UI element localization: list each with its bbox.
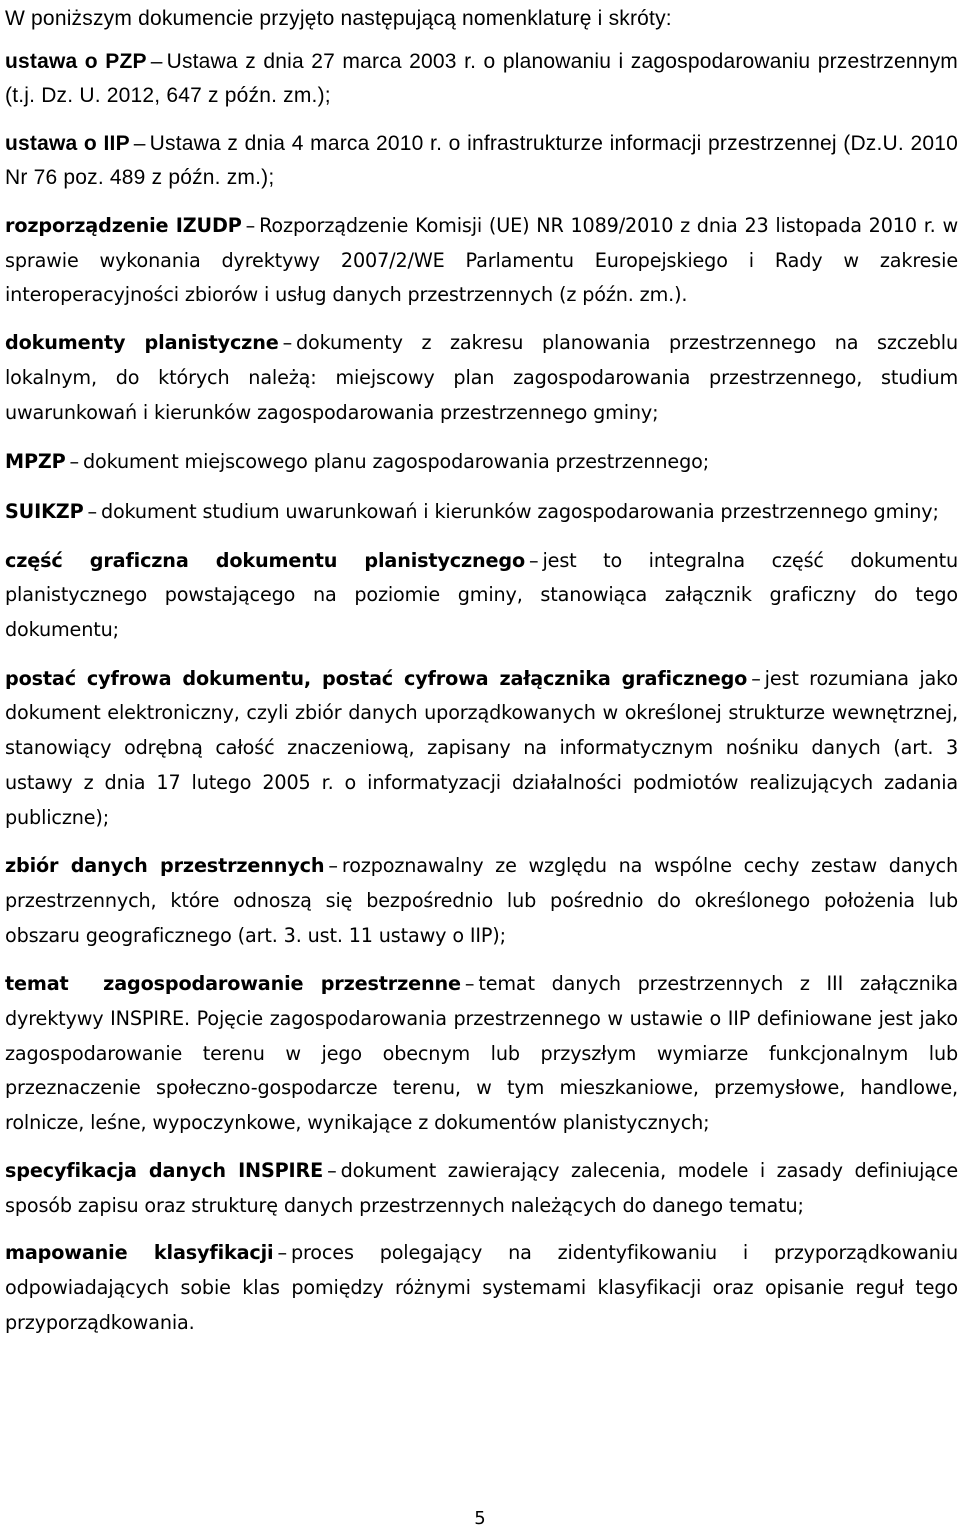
definition-text: dokument studium uwarunkowań i kierunków zagospodarowania przestrzennego gminy; [100,499,939,523]
definition-ustawa-pzp [5,45,958,113]
definition-text: Ustawa z dnia 4 marca 2010 r. o infrastrukturze informacji przestrzennej (Dz.U. 2010 Nr 76 poz. 489 z późn. zm.); [5,132,958,189]
definition-text: dokument zawierający zalecenia, modele i zasady definiujące sposób zapisu oraz strukturę danych przestrzennych należących do danego tematu; [5,1158,958,1217]
definition-term: MPZP [5,450,66,474]
definition-term: postać cyfrowa dokumentu, postać cyfrowa załącznika graficznego [5,666,748,690]
definition-text: jest rozumiana jako dokument elektroniczny, czyli zbiór danych uporządkowanych w określonej strukturze wewnętrznej, stanowiący odrębną całość znaczeniową, zapisany na informatycznym nośniku danych (art. 3 ustawy z dnia 17 lutego 2005 r. o informatyzacji działalności podmiotów realizujących zadania publiczne); [5,666,958,829]
definition-postac-cyfrowa [5,662,958,836]
definition-text: temat danych przestrzennych z III załącznika dyrektywy INSPIRE. Pojęcie zagospodarowania przestrzennego w ustawie o IIP definiowane jest jako zagospodarowanie terenu w jego obecnym lub przyszłym wymiarze funkcjonalnym lub przeznaczenie społeczno-gospodarcze terenu, w tym mieszkaniowe, przemysłowe, handlowe, rolnicze, leśne, wypoczynkowe, wynikające z dokumentów planistycznych; [5,972,958,1135]
definition-dash: – [529,548,539,572]
definition-text: proces polegający na zidentyfikowaniu i przyporządkowaniu odpowiadających sobie klas pomiędzy różnymi systemami klasyfikacji oraz opisanie reguł tego przyporządkowania. [5,1241,958,1334]
definition-term: SUIKZP [5,499,84,523]
definition-term: dokumenty planistyczne [5,331,279,355]
definition-dash: – [328,854,338,878]
definition-text: rozpoznawalny ze względu na wspólne cechy zestaw danych przestrzennych, które odnoszą się bezpośrednio lub pośrednio do określonego położenia lub obszaru geograficznego (art. 3. ust. 11 ustawy o IIP); [5,854,959,947]
definition-temat-zagospodarowanie [5,967,958,1141]
definition-text: Ustawa z dnia 27 marca 2003 r. o planowaniu i zagospodarowaniu przestrzennym (t.j. Dz. U. 2012, 647 z późn. zm.); [5,50,958,107]
definition-term: część graficzna dokumentu planistycznego [5,548,526,572]
definition-specyfikacja-inspire [5,1154,958,1223]
definition-dash: – [133,132,146,155]
definition-term: zbiór danych przestrzennych [5,854,325,878]
definition-ustawa-iip [5,127,958,195]
intro-paragraph: W poniższym dokumencie przyjęto następującą nomenklaturę i skróty: [5,7,672,30]
definition-dash: – [464,972,475,996]
definition-rozporzadzenie-izudp [5,209,958,313]
definition-suikzp [5,495,958,530]
definition-term: rozporządzenie IZUDP [5,214,242,237]
definition-text: jest to integralna część dokumentu planistycznego powstającego na poziomie gminy, stanowiąca załącznik graficzny do tego dokumentu; [5,548,958,642]
definition-term: ustawa o IIP [5,132,130,155]
definition-dash: – [282,331,293,355]
definition-dash: – [751,666,761,690]
definition-term: temat zagospodarowanie przestrzenne [5,972,461,996]
definition-dash: – [327,1158,337,1182]
definition-mpzp [5,445,958,480]
definition-dash: – [245,214,256,237]
definition-dash: – [87,499,97,523]
definition-text: dokument miejscowego planu zagospodarowania przestrzennego; [83,450,710,474]
definition-mapowanie-klasyfikacji [5,1236,958,1340]
definition-text: dokumenty z zakresu planowania przestrzennego na szczeblu lokalnym, do których należą: miejscowy plan zagospodarowania przestrzennego, studium uwarunkowań i kierunków zagospodarowania przestrzennego gminy; [5,331,958,424]
definition-zbior-danych [5,849,958,953]
definition-dash: – [150,50,163,73]
definition-term: specyfikacja danych INSPIRE [5,1158,324,1182]
definition-term: ustawa o PZP [5,50,147,73]
definition-text: Rozporządzenie Komisji (UE) NR 1089/2010 z dnia 23 listopada 2010 r. w sprawie wykonania dyrektywy 2007/2/WE Parlamentu Europejskiego i Rady w zakresie interoperacyjności zbiorów i usług danych przestrzennych (z późn. zm.). [5,214,958,307]
definition-term: mapowanie klasyfikacji [5,1241,274,1265]
page-number: 5 [474,1508,486,1529]
definition-dash: – [69,450,79,474]
definition-dokumenty-planistyczne [5,326,958,430]
document-page [5,0,958,1340]
definition-dash: – [277,1241,287,1265]
definition-czesc-graficzna [5,544,958,648]
